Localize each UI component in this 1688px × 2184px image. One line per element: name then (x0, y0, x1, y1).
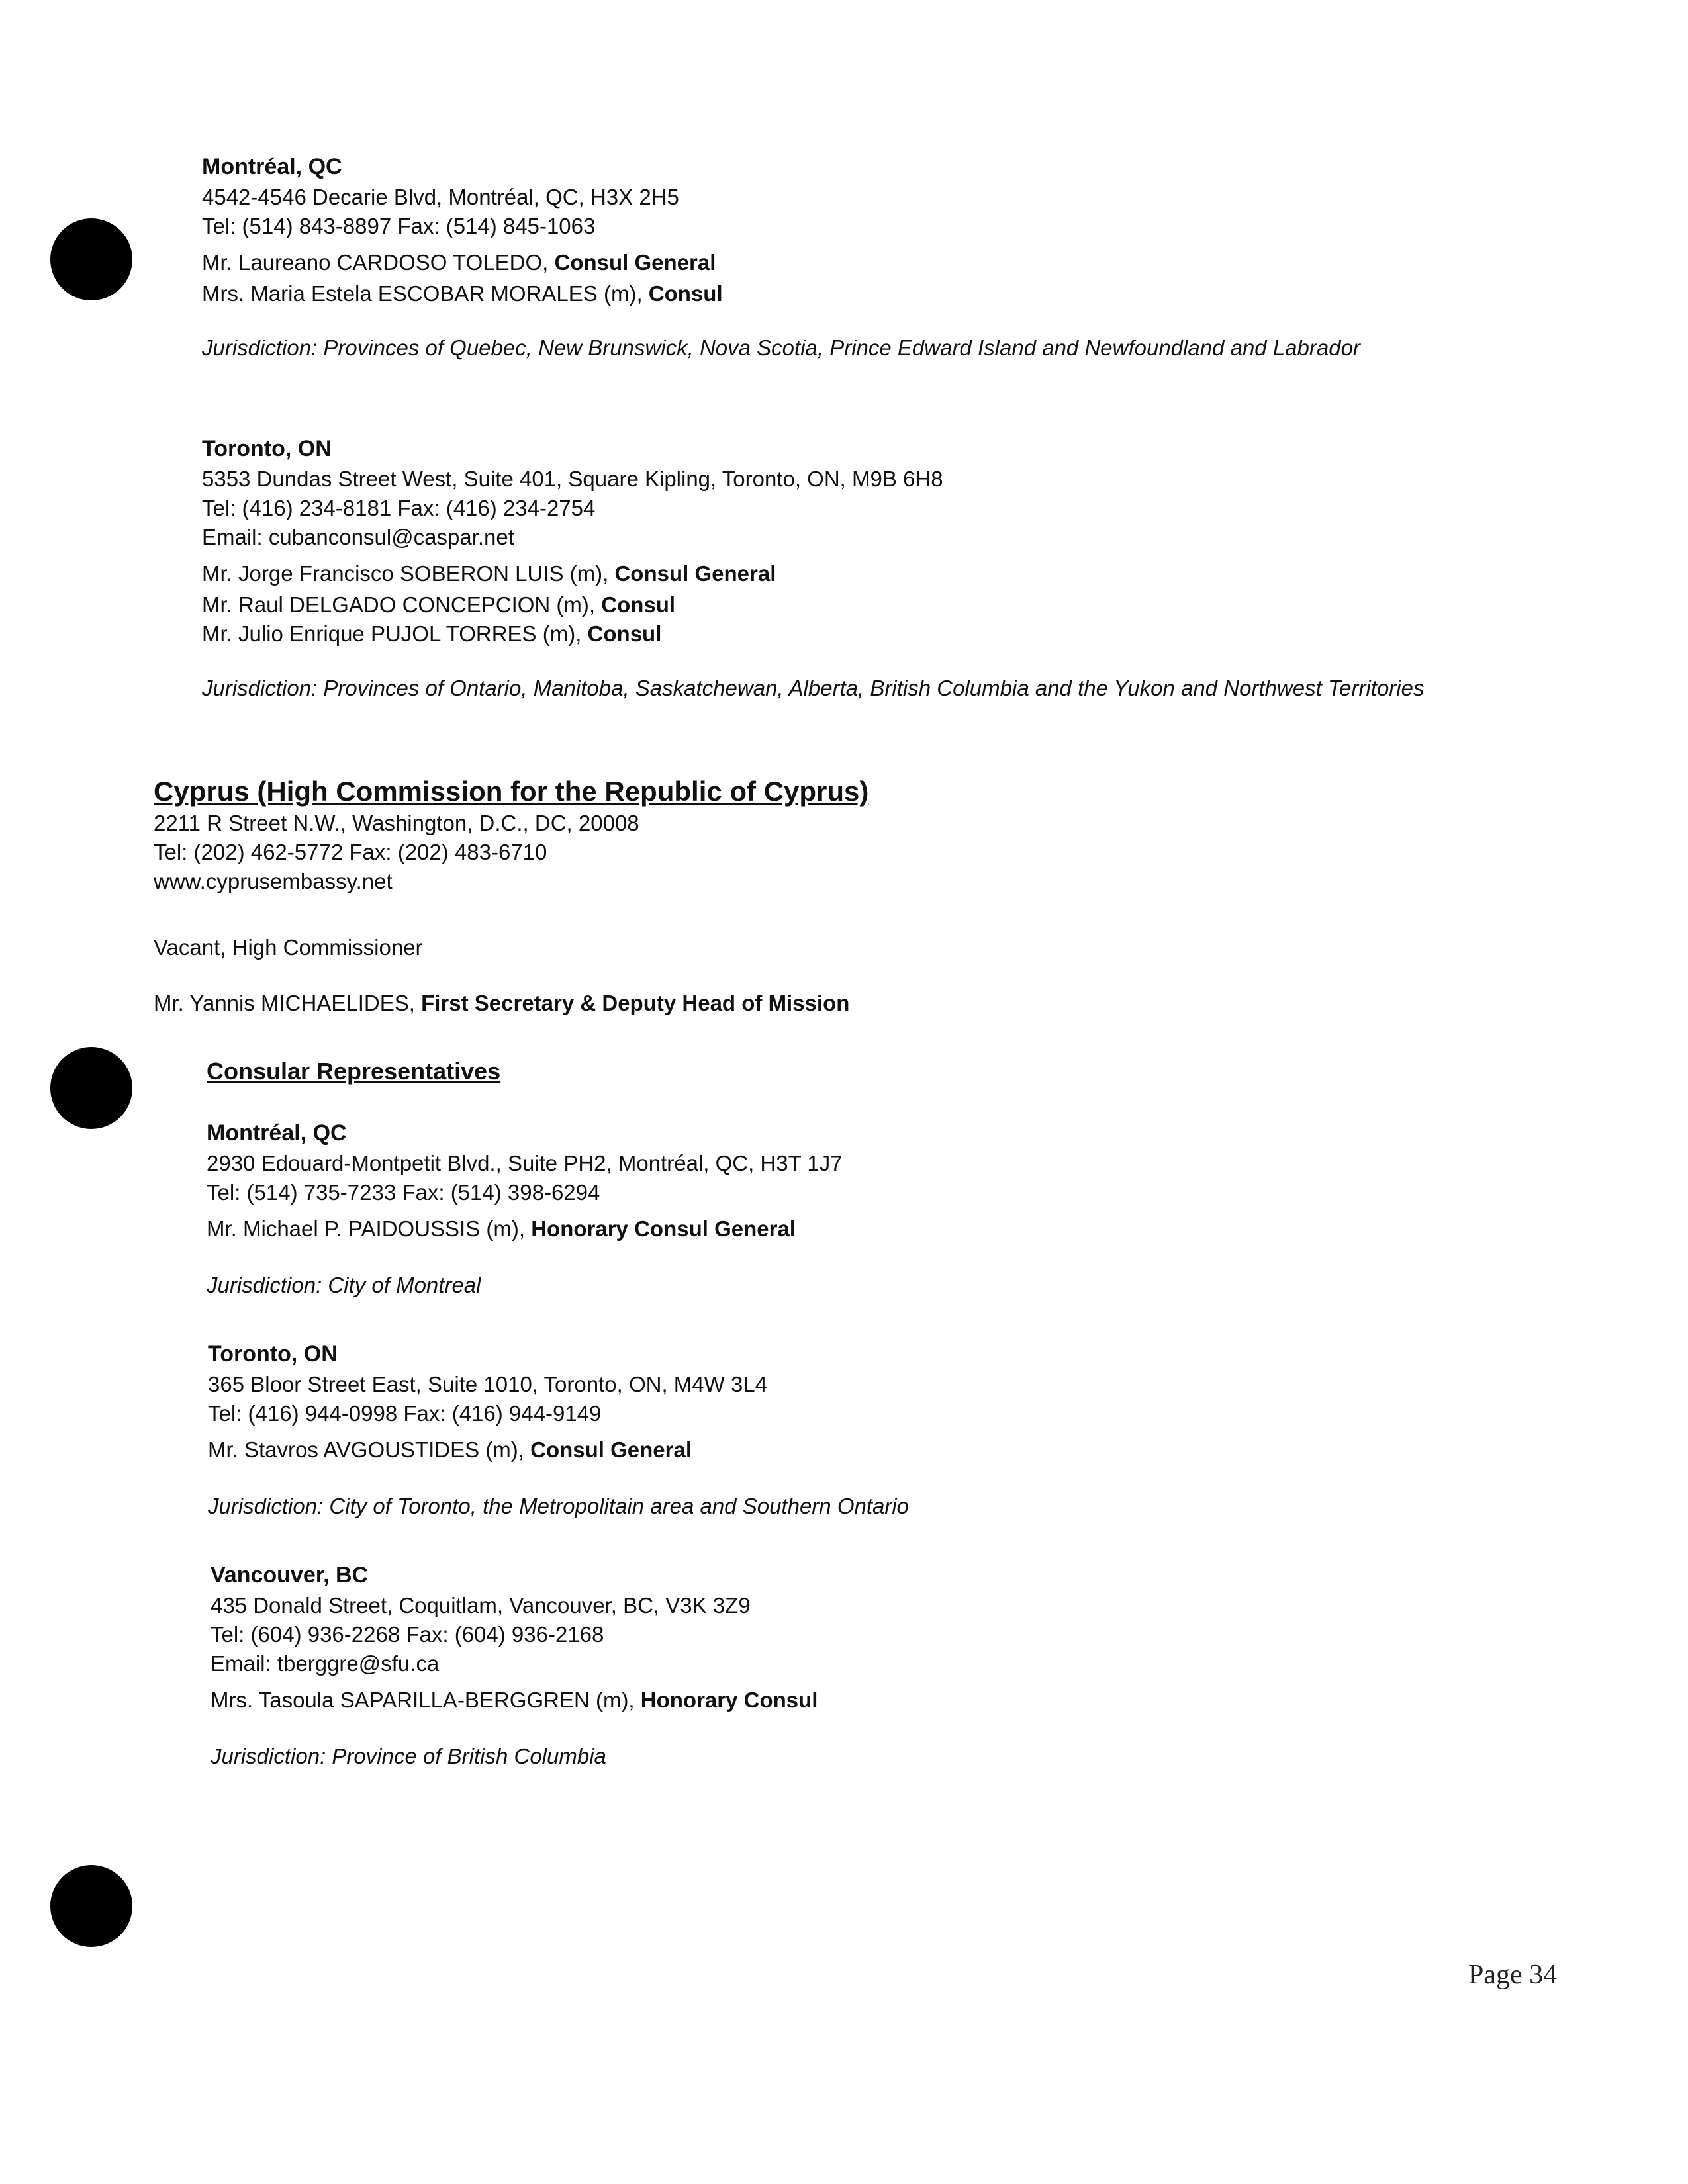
official-name: Mr. Yannis MICHAELIDES, (154, 991, 422, 1015)
section-heading: Consular Representatives (207, 1058, 501, 1085)
official-name: Mrs. Tasoula SAPARILLA-BERGGREN (m), (211, 1688, 641, 1712)
address-line: 365 Bloor Street East, Suite 1010, Toronto, ON, M4W 3L4 (208, 1372, 768, 1396)
address-line: 4542-4546 Decarie Blvd, Montréal, QC, H3X 2H5 (202, 185, 679, 209)
official-title: First Secretary & Deputy Head of Mission (421, 991, 850, 1015)
punch-hole-middle (50, 1047, 132, 1129)
official-entry (207, 1212, 1464, 1246)
consulate-city: Toronto, ON (202, 436, 332, 461)
high-commissioner-line: Vacant, High Commissioner (154, 935, 423, 960)
address-line: 435 Donald Street, Coquitlam, Vancouver, BC, V3K 3Z9 (211, 1593, 751, 1617)
official-title: Consul (648, 281, 723, 306)
phone-fax-line: Tel: (416) 944-0998 Fax: (416) 944-9149 (208, 1401, 602, 1426)
official-name: Mr. Jorge Francisco SOBERON LUIS (m), (202, 561, 615, 586)
official-title: Consul General (530, 1437, 692, 1462)
consulate-city: Montréal, QC (202, 154, 342, 179)
consulate-city: Vancouver, BC (211, 1563, 369, 1588)
phone-fax-line: Tel: (514) 735-7233 Fax: (514) 398-6294 (207, 1180, 600, 1205)
jurisdiction-note: Jurisdiction: City of Toronto, the Metropolitain area and Southern Ontario (208, 1494, 910, 1518)
website-line: www.cyprusembassy.net (154, 869, 393, 893)
address-line: 2211 R Street N.W., Washington, D.C., DC, 20008 (154, 811, 639, 835)
official-title: Consul General (554, 250, 716, 275)
phone-fax-line: Tel: (514) 843-8897 Fax: (514) 845-1063 (202, 214, 596, 238)
consulate-block-montreal-cyprus (207, 1117, 1464, 1301)
official-entry (202, 619, 1499, 649)
email-line: Email: cubanconsul@caspar.net (202, 525, 514, 549)
address-line: 2930 Edouard-Montpetit Blvd., Suite PH2, Montréal, QC, H3T 1J7 (207, 1151, 843, 1175)
address-line: 5353 Dundas Street West, Suite 401, Square Kipling, Toronto, ON, M9B 6H8 (202, 467, 943, 491)
official-name: Mrs. Maria Estela ESCOBAR MORALES (m), (202, 281, 649, 306)
official-title: Consul (587, 621, 662, 646)
deputy-head-line (154, 989, 1544, 1018)
jurisdiction-note: Jurisdiction: City of Montreal (207, 1273, 481, 1297)
official-entry (202, 557, 1499, 590)
official-name: Mr. Raul DELGADO CONCEPCION (m), (202, 592, 602, 617)
phone-fax-line: Tel: (604) 936-2268 Fax: (604) 936-2168 (211, 1622, 604, 1647)
official-name: Mr. Stavros AVGOUSTIDES (m), (208, 1437, 531, 1462)
official-title: Honorary Consul (640, 1688, 818, 1712)
phone-fax-line: Tel: (202) 462-5772 Fax: (202) 483-6710 (154, 840, 547, 864)
country-heading: Cyprus (High Commission for the Republic of Cyprus) (154, 776, 869, 807)
official-entry (202, 590, 1499, 619)
official-entry (202, 279, 1592, 308)
consulate-block-montreal-cuba (202, 151, 1592, 364)
official-entry (208, 1433, 1466, 1467)
consulate-city: Toronto, ON (208, 1342, 338, 1367)
jurisdiction-note: Jurisdiction: Provinces of Ontario, Manitoba, Saskatchewan, Alberta, British Columbia and the Yukon and Northwest Territories (202, 676, 1425, 700)
punch-hole-top (50, 218, 132, 300)
official-name: Mr. Laureano CARDOSO TOLEDO, (202, 250, 555, 275)
punch-hole-bottom (50, 1865, 132, 1947)
official-title: Consul General (614, 561, 776, 586)
official-title: Consul (601, 592, 676, 617)
email-line: Email: tberggre@sfu.ca (211, 1651, 440, 1676)
official-name: Mr. Julio Enrique PUJOL TORRES (m), (202, 621, 588, 646)
page-number: Page 34 (1468, 1960, 1558, 1990)
consulate-block-vancouver-cyprus (211, 1559, 1468, 1772)
official-entry (202, 246, 1592, 279)
consular-representatives-block (207, 1056, 1001, 1087)
jurisdiction-note: Jurisdiction: Provinces of Quebec, New Brunswick, Nova Scotia, Prince Edward Island and Newfoundland and Labrador (202, 336, 1360, 360)
cyprus-mission-block (154, 774, 1544, 1018)
consulate-block-toronto-cyprus (208, 1338, 1466, 1522)
jurisdiction-note: Jurisdiction: Province of British Columbia (211, 1744, 606, 1768)
consulate-block-toronto-cuba (202, 433, 1499, 704)
official-title: Honorary Consul General (531, 1216, 796, 1241)
official-entry (211, 1684, 1468, 1717)
official-name: Mr. Michael P. PAIDOUSSIS (m), (207, 1216, 532, 1241)
consulate-city: Montréal, QC (207, 1120, 347, 1146)
phone-fax-line: Tel: (416) 234-8181 Fax: (416) 234-2754 (202, 496, 596, 520)
